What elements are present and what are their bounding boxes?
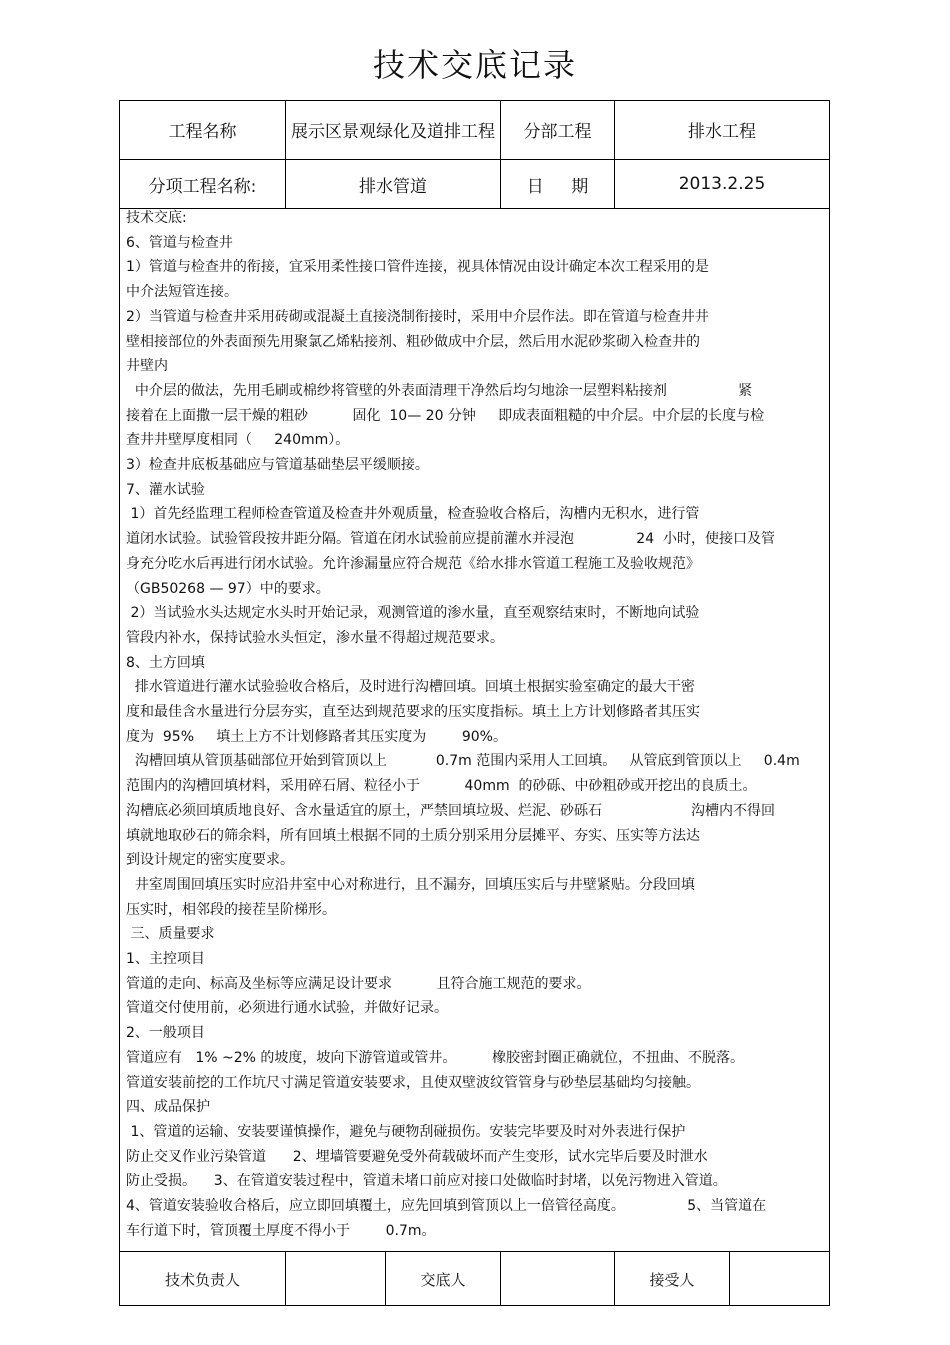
content-line: 2、一般项目: [126, 1025, 205, 1042]
content-line: 管道的走向、标高及坐标等应满足设计要求 且符合施工规范的要求。: [126, 975, 591, 992]
content-line: 防止交叉作业污染管道 2、埋墙管要避免受外荷载破坏而产生变形，试水完毕后要及时泄水: [126, 1148, 708, 1165]
project-name-label: 工程名称: [168, 122, 237, 142]
content-line: 管道安装前挖的工作坑尺寸满足管道安装要求，且使双壁波纹管管身与砂垫层基础均匀接触。: [126, 1074, 700, 1091]
content-line: 2）当管道与检查井采用砖砌或混凝土直接浇制衔接时，采用中介层作法。即在管道与检查井井: [126, 308, 709, 325]
content-line: 车行道下时，管顶覆土厚度不得小于 0.7m。: [126, 1222, 436, 1239]
date-label: 日 期: [526, 176, 589, 197]
content-line: 度为 95% 填土上方不计划修路者其压实度为 90%。: [126, 728, 507, 745]
discloser-label: 交底人: [420, 1270, 466, 1289]
content-line: 防止受损。 3、在管道安装过程中，管道未堵口前应对接口处做临时封堵，以免污物进入管道。: [126, 1173, 727, 1190]
content-line: 三、质量要求: [126, 926, 215, 943]
date-value: 2013.2.25: [678, 174, 766, 194]
content-line: 井室周围回填压实时应沿井室中心对称进行，且不漏夯，回填压实后与井壁紧贴。分段回填: [126, 876, 695, 893]
receiver-signature: [730, 1252, 829, 1306]
receiver-label: 接受人: [649, 1270, 695, 1289]
content-line: 中介法短管连接。: [126, 284, 238, 301]
project-name-value: 展示区景观绿化及道排工程: [291, 122, 495, 142]
content-line: 压实时，相邻段的接茬呈阶梯形。: [126, 901, 336, 918]
content-line: 1、主控项目: [126, 951, 205, 967]
content-line: 身充分吃水后再进行闭水试验。允许渗漏量应符合规范《给水排水管道工程施工及验收规范》: [126, 555, 700, 572]
content-line: 排水管道进行灌水试验验收合格后，及时进行沟槽回填。回填土根据实验室确定的最大干密: [126, 679, 695, 696]
content-line: 壁相接部位的外表面预先用聚氯乙烯粘接剂、粗砂做成中介层，然后用水泥砂浆砌入检查井的: [126, 333, 700, 350]
content-line: 3）检查井底板基础应与管道基础垫层平缓顺接。: [126, 457, 429, 473]
content-line: 6、管道与检查井: [126, 234, 233, 251]
content-line: 1）管道与检查井的衔接，宜采用柔性接口管件连接，视具体情况由设计确定本次工程采用的是: [126, 259, 709, 276]
subitem-label: 分项工程名称:: [148, 176, 257, 197]
subitem-value: 排水管道: [359, 176, 427, 197]
content-line: 填就地取砂石的筛余料，所有回填土根据不同的土质分别采用分层摊平、夯实、压实等方法达: [126, 827, 700, 844]
content-line: （GB50268 — 97）中的要求。: [126, 580, 330, 597]
content-line: 中介层的做法，先用毛刷或棉纱将管壁的外表面清理干净然后均匀地涂一层塑料粘接剂 紧: [126, 382, 753, 399]
content-line: 道闭水试验。试验管段按井距分隔。管道在闭水试验前应提前灌水并浸泡 24 小时，使接口及管: [126, 531, 776, 548]
content-line: 查井井壁厚度相同（ 240mm）。: [126, 432, 350, 449]
content-line: 1、管道的运输、安装要谨慎操作，避免与硬物刮碰损伤。安装完毕要及时对外表进行保护: [126, 1123, 686, 1140]
tech-lead-label: 技术负责人: [164, 1270, 240, 1289]
content-line: 到设计规定的密实度要求。: [126, 852, 294, 869]
content-line: 井壁内: [126, 358, 168, 375]
content-line: 沟槽底必须回填质地良好、含水量适宜的原土，严禁回填垃圾、烂泥、砂砾石 沟槽内不得回: [126, 802, 776, 819]
division-label: 分部工程: [523, 122, 592, 142]
content-line: 2）当试验水头达规定水头时开始记录，观测管道的渗水量，直至观察结束时，不断地向试验: [126, 605, 700, 622]
discloser-signature: [501, 1252, 614, 1306]
content-line: 管道应有 1% ~2% 的坡度，坡向下游管道或管井。 橡胶密封圈正确就位，不扭曲、不脱落。: [126, 1049, 745, 1066]
division-value: 排水工程: [688, 122, 756, 142]
content-line: 度和最佳含水量进行分层夯实，直至达到规范要求的压实度指标。填土上方计划修路者其压实: [126, 704, 700, 720]
content-line: 沟槽回填从管顶基础部位开始到管顶以上 0.7m 范围内采用人工回填。 从管底到管顶以上 0.4m: [126, 753, 800, 770]
document-title: 技术交底记录: [372, 46, 577, 84]
content-line: 接着在上面撒一层干燥的粗砂 固化 10— 20 分钟 即成表面粗糙的中介层。中介层的长度与检: [126, 407, 765, 424]
content-line: 8、土方回填: [126, 654, 205, 671]
tech-lead-signature: [286, 1252, 385, 1306]
content-line: 4、管道安装验收合格后，应立即回填覆土，应先回填到管顶以上一倍管径高度。 5、当管道在: [126, 1198, 767, 1214]
content-line: 管段内补水，保持试验水头恒定，渗水量不得超过规范要求。: [126, 629, 504, 646]
disclosure-content: [126, 208, 826, 1248]
content-line: 范围内的沟槽回填材料，采用碎石屑、粒径小于 40mm 的砂砾、中砂粗砂或开挖出的良质土。: [126, 778, 757, 795]
content-line: 四、成品保护: [126, 1099, 210, 1116]
content-line: 技术交底:: [126, 210, 187, 226]
content-line: 1）首先经监理工程师检查管道及检查井外观质量，检查验收合格后，沟槽内无积水，进行管: [126, 506, 700, 523]
content-line: 7、灌水试验: [126, 481, 205, 498]
content-line: 管道交付使用前，必须进行通水试验，并做好记录。: [126, 1000, 448, 1017]
